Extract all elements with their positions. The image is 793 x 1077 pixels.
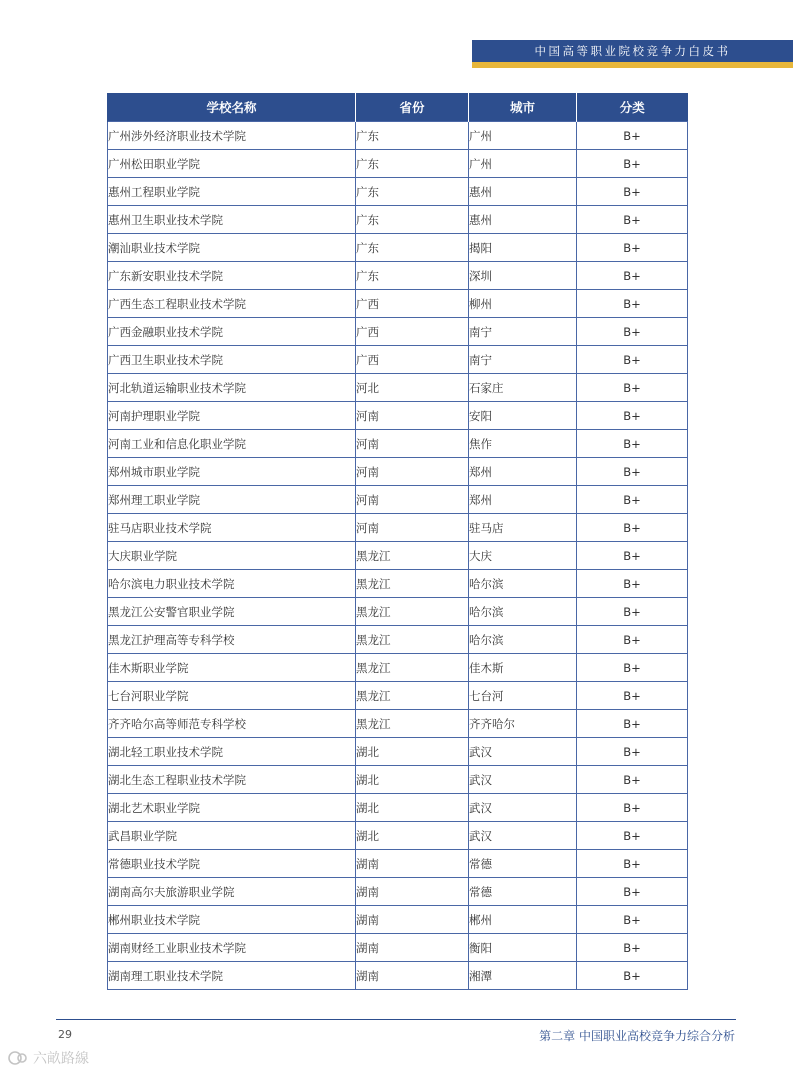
cell-province: 湖北 xyxy=(356,794,469,822)
cell-province: 湖南 xyxy=(356,962,469,990)
table-row xyxy=(108,234,688,262)
cell-province: 广东 xyxy=(356,234,469,262)
cell-category: B+ xyxy=(577,682,688,710)
table-row xyxy=(108,290,688,318)
cell-city: 齐齐哈尔 xyxy=(469,710,577,738)
cell-category: B+ xyxy=(577,542,688,570)
table-row xyxy=(108,346,688,374)
cell-category: B+ xyxy=(577,766,688,794)
cell-province: 黑龙江 xyxy=(356,626,469,654)
cell-province: 广东 xyxy=(356,206,469,234)
cell-school-name: 湖南财经工业职业技术学院 xyxy=(108,934,356,962)
cell-category: B+ xyxy=(577,654,688,682)
cell-school-name: 河南工业和信息化职业学院 xyxy=(108,430,356,458)
cell-province: 河南 xyxy=(356,430,469,458)
cell-category: B+ xyxy=(577,626,688,654)
table-row xyxy=(108,738,688,766)
table-row xyxy=(108,850,688,878)
chapter-title: 第二章 中国职业高校竞争力综合分析 xyxy=(539,1029,735,1043)
cell-province: 湖南 xyxy=(356,878,469,906)
cell-school-name: 黑龙江公安警官职业学院 xyxy=(108,598,356,626)
cell-school-name: 驻马店职业技术学院 xyxy=(108,514,356,542)
cell-city: 武汉 xyxy=(469,794,577,822)
cell-school-name: 潮汕职业技术学院 xyxy=(108,234,356,262)
cell-province: 河南 xyxy=(356,486,469,514)
watermark-text: 六畝路線 xyxy=(33,1051,89,1067)
cell-province: 黑龙江 xyxy=(356,570,469,598)
cell-city: 郑州 xyxy=(469,486,577,514)
cell-city: 衡阳 xyxy=(469,934,577,962)
cell-city: 柳州 xyxy=(469,290,577,318)
cell-city: 哈尔滨 xyxy=(469,598,577,626)
table-row xyxy=(108,682,688,710)
cell-province: 湖南 xyxy=(356,934,469,962)
cell-province: 湖南 xyxy=(356,850,469,878)
cell-school-name: 广州松田职业学院 xyxy=(108,150,356,178)
cell-city: 惠州 xyxy=(469,178,577,206)
cell-school-name: 郴州职业技术学院 xyxy=(108,906,356,934)
cell-school-name: 广东新安职业技术学院 xyxy=(108,262,356,290)
cell-school-name: 广西卫生职业技术学院 xyxy=(108,346,356,374)
cell-province: 广东 xyxy=(356,150,469,178)
cell-province: 广西 xyxy=(356,318,469,346)
cell-school-name: 湖南理工职业技术学院 xyxy=(108,962,356,990)
table-row xyxy=(108,430,688,458)
table-row xyxy=(108,794,688,822)
cell-category: B+ xyxy=(577,262,688,290)
cell-category: B+ xyxy=(577,934,688,962)
page-number: 29 xyxy=(58,1028,72,1041)
cell-category: B+ xyxy=(577,878,688,906)
cell-school-name: 湖北艺术职业学院 xyxy=(108,794,356,822)
header-accent-stripe xyxy=(472,62,793,68)
table-row xyxy=(108,906,688,934)
cell-school-name: 齐齐哈尔高等师范专科学校 xyxy=(108,710,356,738)
cell-city: 常德 xyxy=(469,878,577,906)
cell-city: 武汉 xyxy=(469,822,577,850)
col-header-school-name: 学校名称 xyxy=(108,93,356,122)
cell-school-name: 湖北轻工职业技术学院 xyxy=(108,738,356,766)
cell-category: B+ xyxy=(577,822,688,850)
cell-school-name: 广州涉外经济职业技术学院 xyxy=(108,122,356,150)
cell-province: 河北 xyxy=(356,374,469,402)
cell-province: 黑龙江 xyxy=(356,710,469,738)
cell-city: 郴州 xyxy=(469,906,577,934)
cell-city: 南宁 xyxy=(469,318,577,346)
cell-province: 广东 xyxy=(356,122,469,150)
footer-divider xyxy=(56,1019,736,1020)
cell-city: 惠州 xyxy=(469,206,577,234)
table-row xyxy=(108,934,688,962)
cell-province: 湖北 xyxy=(356,766,469,794)
cell-category: B+ xyxy=(577,598,688,626)
cell-province: 黑龙江 xyxy=(356,598,469,626)
cell-school-name: 七台河职业学院 xyxy=(108,682,356,710)
cell-category: B+ xyxy=(577,318,688,346)
cell-category: B+ xyxy=(577,374,688,402)
cell-province: 广东 xyxy=(356,178,469,206)
cell-province: 黑龙江 xyxy=(356,654,469,682)
cell-city: 常德 xyxy=(469,850,577,878)
col-header-category: 分类 xyxy=(577,93,688,122)
cell-city: 揭阳 xyxy=(469,234,577,262)
cell-category: B+ xyxy=(577,234,688,262)
table-row xyxy=(108,766,688,794)
cell-school-name: 大庆职业学院 xyxy=(108,542,356,570)
whitepaper-title: 中国高等职业院校竞争力白皮书 xyxy=(534,44,731,58)
cell-city: 七台河 xyxy=(469,682,577,710)
cell-category: B+ xyxy=(577,458,688,486)
table-row xyxy=(108,598,688,626)
cell-city: 郑州 xyxy=(469,458,577,486)
col-header-province: 省份 xyxy=(356,93,469,122)
table-row xyxy=(108,318,688,346)
cell-category: B+ xyxy=(577,430,688,458)
cell-city: 大庆 xyxy=(469,542,577,570)
cell-city: 广州 xyxy=(469,150,577,178)
cell-school-name: 常德职业技术学院 xyxy=(108,850,356,878)
cell-city: 哈尔滨 xyxy=(469,626,577,654)
cell-school-name: 湖南高尔夫旅游职业学院 xyxy=(108,878,356,906)
cell-city: 武汉 xyxy=(469,766,577,794)
table-row xyxy=(108,710,688,738)
cell-category: B+ xyxy=(577,486,688,514)
cell-category: B+ xyxy=(577,906,688,934)
cell-city: 焦作 xyxy=(469,430,577,458)
table-row xyxy=(108,178,688,206)
cell-category: B+ xyxy=(577,150,688,178)
cell-province: 黑龙江 xyxy=(356,542,469,570)
table-row xyxy=(108,374,688,402)
cell-province: 广东 xyxy=(356,262,469,290)
cell-city: 南宁 xyxy=(469,346,577,374)
cell-city: 广州 xyxy=(469,122,577,150)
table-row xyxy=(108,570,688,598)
cell-province: 湖北 xyxy=(356,738,469,766)
cell-province: 广西 xyxy=(356,346,469,374)
cell-province: 广西 xyxy=(356,290,469,318)
cell-category: B+ xyxy=(577,850,688,878)
cell-category: B+ xyxy=(577,570,688,598)
cell-city: 驻马店 xyxy=(469,514,577,542)
cell-school-name: 广西金融职业技术学院 xyxy=(108,318,356,346)
running-header xyxy=(472,40,793,62)
table-row xyxy=(108,486,688,514)
cell-city: 哈尔滨 xyxy=(469,570,577,598)
cell-category: B+ xyxy=(577,290,688,318)
table-row xyxy=(108,962,688,990)
cell-city: 武汉 xyxy=(469,738,577,766)
cell-school-name: 郑州城市职业学院 xyxy=(108,458,356,486)
cell-school-name: 惠州卫生职业技术学院 xyxy=(108,206,356,234)
cell-school-name: 湖北生态工程职业技术学院 xyxy=(108,766,356,794)
cell-province: 河南 xyxy=(356,402,469,430)
cell-school-name: 哈尔滨电力职业技术学院 xyxy=(108,570,356,598)
cell-school-name: 河北轨道运输职业技术学院 xyxy=(108,374,356,402)
table-row xyxy=(108,822,688,850)
cell-category: B+ xyxy=(577,346,688,374)
cell-city: 湘潭 xyxy=(469,962,577,990)
cell-category: B+ xyxy=(577,514,688,542)
cell-category: B+ xyxy=(577,738,688,766)
cell-category: B+ xyxy=(577,178,688,206)
cell-school-name: 武昌职业学院 xyxy=(108,822,356,850)
cell-category: B+ xyxy=(577,962,688,990)
cell-province: 河南 xyxy=(356,458,469,486)
col-header-city: 城市 xyxy=(469,93,577,122)
cell-school-name: 佳木斯职业学院 xyxy=(108,654,356,682)
header-row xyxy=(108,93,688,122)
table-row xyxy=(108,262,688,290)
table-row xyxy=(108,654,688,682)
cell-school-name: 郑州理工职业学院 xyxy=(108,486,356,514)
cell-category: B+ xyxy=(577,794,688,822)
cell-province: 湖北 xyxy=(356,822,469,850)
cell-city: 安阳 xyxy=(469,402,577,430)
cell-school-name: 广西生态工程职业技术学院 xyxy=(108,290,356,318)
table-body xyxy=(108,122,688,990)
cell-province: 黑龙江 xyxy=(356,682,469,710)
schools-table xyxy=(107,93,688,990)
table-row xyxy=(108,122,688,150)
table-header xyxy=(108,93,688,122)
table-row xyxy=(108,458,688,486)
table-row xyxy=(108,206,688,234)
cell-school-name: 河南护理职业学院 xyxy=(108,402,356,430)
cell-category: B+ xyxy=(577,122,688,150)
table-row xyxy=(108,150,688,178)
cell-school-name: 惠州工程职业学院 xyxy=(108,178,356,206)
cell-category: B+ xyxy=(577,710,688,738)
watermark-logo-icon xyxy=(8,1049,30,1067)
cell-city: 佳木斯 xyxy=(469,654,577,682)
table-row xyxy=(108,402,688,430)
table-row xyxy=(108,626,688,654)
cell-school-name: 黑龙江护理高等专科学校 xyxy=(108,626,356,654)
cell-city: 石家庄 xyxy=(469,374,577,402)
table-row xyxy=(108,878,688,906)
watermark xyxy=(8,1048,89,1068)
cell-province: 河南 xyxy=(356,514,469,542)
cell-city: 深圳 xyxy=(469,262,577,290)
cell-category: B+ xyxy=(577,402,688,430)
table-row xyxy=(108,514,688,542)
cell-category: B+ xyxy=(577,206,688,234)
cell-province: 湖南 xyxy=(356,906,469,934)
table-row xyxy=(108,542,688,570)
